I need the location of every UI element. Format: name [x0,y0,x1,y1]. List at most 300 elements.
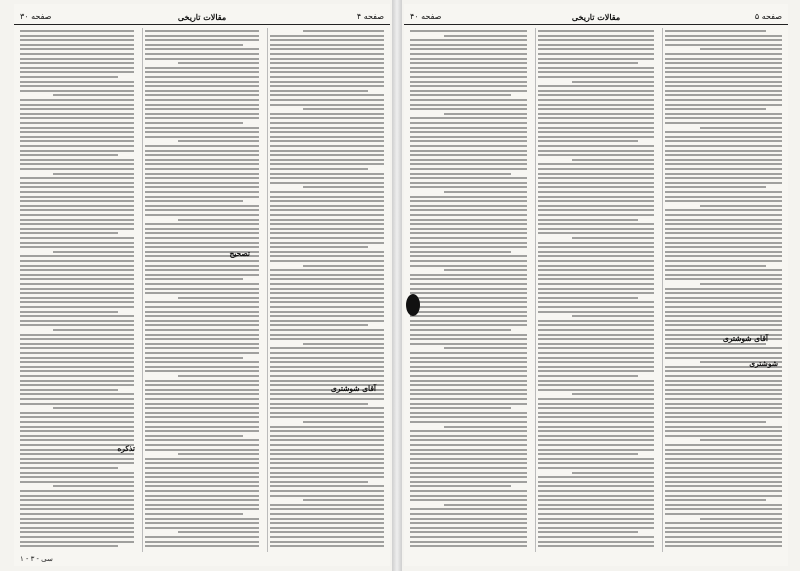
text-line [270,145,384,147]
text-line [270,370,384,372]
text-line [20,421,134,423]
text-line [410,67,527,69]
text-line [145,30,259,32]
text-line [538,150,655,152]
text-line [20,182,134,184]
text-line [665,393,782,395]
text-line [145,462,259,464]
text-line [145,186,259,188]
text-line [145,315,259,317]
text-line [145,177,259,179]
text-line [20,131,134,133]
text-line [538,94,655,96]
text-line [145,458,259,460]
text-line [538,430,655,432]
text-line [145,361,259,363]
text-line [410,449,527,451]
text-line [145,352,259,354]
text-line [145,223,259,225]
text-line [665,278,782,280]
text-line [444,426,526,428]
text-line [145,536,259,538]
text-line [145,196,259,198]
text-line [665,430,782,432]
text-line [20,357,134,359]
text-line [145,398,259,400]
text-line [572,237,654,239]
text-line [538,403,655,405]
section-heading: آقای شوشتری [330,384,376,393]
text-line [665,531,782,533]
text-line [665,522,782,524]
text-line [270,283,384,285]
text-line [410,214,527,216]
text-line [145,292,259,294]
text-line [20,513,134,515]
text-line [410,232,527,234]
text-line [538,366,655,368]
text-line [665,352,782,354]
text-line [270,518,384,520]
text-line [145,476,259,478]
text-line [700,439,782,441]
text-line [270,269,384,271]
text-line [178,140,259,142]
text-line [20,315,134,317]
text-line [270,398,384,400]
text-line [410,186,527,188]
text-line [538,76,655,78]
text-line [665,265,766,267]
text-line [20,99,134,101]
left-page [14,4,390,566]
text-line [665,182,782,184]
text-line [665,412,782,414]
text-line [665,99,782,101]
text-line [538,435,655,437]
text-line [538,449,655,451]
text-line [538,90,655,92]
right-page [404,4,788,566]
text-line [410,292,527,294]
text-line [538,288,655,290]
text-line [665,255,782,257]
text-line [665,343,766,345]
text-line [270,458,384,460]
text-line [145,343,259,345]
text-line [538,255,655,257]
text-line [270,380,384,382]
text-line [20,545,118,547]
text-line [20,472,134,474]
text-line [665,490,782,492]
text-line [145,81,259,83]
text-line [270,393,384,395]
text-line [270,545,384,547]
text-line [145,449,259,451]
text-line [410,200,527,202]
text-line [538,214,655,216]
text-line [665,81,782,83]
text-line [538,104,655,106]
text-line [538,117,655,119]
text-line [270,182,384,184]
text-line [444,113,526,115]
text-line [145,76,259,78]
text-line [410,334,527,336]
text-line [178,297,259,299]
text-line [410,315,527,317]
text-line [270,329,384,331]
text-line [270,288,384,290]
text-line [538,223,655,225]
text-line [410,435,527,437]
text-line [270,366,384,368]
text-line [538,527,655,529]
text-line [410,370,527,372]
text-line [538,269,655,271]
text-line [665,71,782,73]
text-line [270,159,384,161]
text-line [538,200,655,202]
text-line [20,136,134,138]
text-line [538,439,655,441]
text-line [665,407,782,409]
text-line [665,347,782,349]
text-line [665,177,782,179]
text-line [665,545,782,547]
text-line [270,200,384,202]
text-line [665,228,782,230]
text-line [410,205,527,207]
text-line [270,177,384,179]
text-line [410,30,527,32]
text-line [538,219,639,221]
text-line [665,380,782,382]
text-line [538,334,655,336]
text-line [665,219,782,221]
text-line [270,35,384,37]
text-line [145,145,259,147]
text-line [20,150,134,152]
text-line [665,485,782,487]
text-line [665,104,782,106]
text-line [410,412,527,414]
text-line [410,163,527,165]
text-line [270,472,384,474]
text-line [145,246,259,248]
text-line [20,145,134,147]
text-column [408,28,529,552]
text-line [538,380,655,382]
text-line [20,283,134,285]
text-line [538,444,655,446]
text-line [538,485,655,487]
text-line [20,90,134,92]
text-line [538,522,655,524]
text-line [145,159,259,161]
text-line [665,136,782,138]
text-line [665,324,782,326]
text-line [665,462,782,464]
text-line [20,476,134,478]
text-line [410,265,527,267]
text-line [145,412,259,414]
text-line [572,315,654,317]
text-line [665,311,782,313]
text-line [303,421,384,423]
text-line [20,366,134,368]
text-line [410,439,527,441]
text-line [145,108,259,110]
text-line [538,508,655,510]
text-line [145,228,259,230]
text-line [20,246,134,248]
text-line [145,481,259,483]
text-line [270,219,384,221]
text-line [20,159,134,161]
text-line [20,380,134,382]
text-line [20,39,134,41]
text-line [538,384,655,386]
text-line [410,283,527,285]
text-line [538,232,655,234]
text-line [145,513,243,515]
text-line [20,508,134,510]
text-line [270,426,384,428]
text-line [665,214,782,216]
text-line [20,384,134,386]
text-line [270,301,384,303]
text-line [665,274,782,276]
text-line [20,403,134,405]
text-line [410,242,527,244]
text-line [270,81,384,83]
text-line [270,44,384,46]
text-line [20,35,134,37]
text-line [665,53,782,55]
text-line [665,145,782,147]
text-line [145,380,259,382]
text-line [665,541,782,543]
text-line [410,39,527,41]
text-line [270,76,384,78]
text-line [20,255,134,257]
text-line [538,490,655,492]
text-line [270,67,384,69]
text-line [270,508,384,510]
running-title: مقالات تاریخی [177,12,227,22]
text-line [270,113,384,115]
text-line [270,531,384,533]
text-line [410,481,527,483]
text-line [410,476,527,478]
text-line [410,324,527,326]
text-line [410,416,527,418]
text-line [665,384,782,386]
text-line [20,462,134,464]
text-line [270,196,384,198]
text-line [410,145,527,147]
text-line [410,366,527,368]
text-line [538,274,655,276]
text-line [145,168,259,170]
text-line [145,131,259,133]
text-line [410,462,527,464]
text-line [270,53,384,55]
text-line [665,527,782,529]
text-line [444,347,526,349]
text-line [20,223,134,225]
text-line [538,467,655,469]
text-line [20,58,134,60]
text-line [270,260,384,262]
text-line [270,140,384,142]
text-line [20,301,134,303]
text-line [20,67,134,69]
text-line [20,76,118,78]
text-line [145,48,259,50]
text-line [270,315,384,317]
text-line [410,453,527,455]
text-line [410,274,527,276]
text-line [538,357,655,359]
text-line [145,490,259,492]
text-line [665,370,782,372]
text-line [410,177,527,179]
text-line [270,163,384,165]
text-line [538,44,655,46]
text-line [20,205,134,207]
text-line [410,541,527,543]
page-number: صفحه ۴۰ [410,12,442,21]
text-line [303,186,384,188]
text-line [20,278,134,280]
text-line [410,403,527,405]
text-line [20,426,134,428]
section-heading: تذکره [117,444,135,453]
text-line [145,435,243,437]
text-line [145,113,259,115]
text-line [665,237,782,239]
text-line [270,274,384,276]
text-line [145,136,259,138]
text-line [410,398,527,400]
text-line [270,99,384,101]
text-line [20,352,134,354]
text-line [270,430,384,432]
text-line [410,458,527,460]
text-line [538,251,655,253]
text-line [145,53,259,55]
text-line [538,462,655,464]
text-line [145,499,259,501]
text-line [410,389,527,391]
text-line [665,173,782,175]
text-line [53,251,134,253]
text-line [20,265,134,267]
text-line [665,246,782,248]
text-line [538,131,655,133]
text-line [20,361,134,363]
text-line [20,541,134,543]
text-line [53,485,134,487]
text-line [270,246,368,248]
text-line [270,334,384,336]
text-line [538,108,655,110]
text-line [270,435,384,437]
text-line [145,324,259,326]
text-line [410,228,527,230]
text-line [145,545,259,547]
text-line [20,343,134,345]
text-line [20,416,134,418]
text-line [20,412,134,414]
text-line [145,278,243,280]
text-line [20,504,134,506]
text-line [538,35,655,37]
text-line [410,150,527,152]
text-line [145,444,259,446]
text-line [572,472,654,474]
text-line [145,39,259,41]
text-line [270,39,384,41]
text-line [410,311,527,313]
text-line [20,453,134,455]
text-line [410,361,527,363]
text-line [665,260,782,262]
text-line [20,398,134,400]
text-line [270,71,384,73]
page-number: صفحه ۳۰ [20,12,52,21]
text-line [145,265,259,267]
text-line [410,154,527,156]
text-line [538,389,655,391]
text-line [145,122,243,124]
text-line [665,168,782,170]
text-line [145,163,259,165]
text-line [665,117,782,119]
text-line [665,481,782,483]
text-line [145,85,259,87]
text-line [665,301,782,303]
text-line [410,531,527,533]
text-line [20,44,134,46]
text-line [20,499,134,501]
text-line [665,200,782,202]
text-line [410,53,527,55]
text-line [538,127,655,129]
text-line [270,48,384,50]
text-line [145,357,243,359]
text-line [145,117,259,119]
text-line [538,154,655,156]
text-columns [18,28,386,552]
text-line [145,389,259,391]
text-line [145,150,259,152]
text-line [270,223,384,225]
text-line [20,53,134,55]
text-line [410,329,511,331]
text-line [410,117,527,119]
text-line [270,412,384,414]
text-line [538,62,639,64]
text-line [270,90,368,92]
text-line [700,127,782,129]
text-line [538,536,655,538]
text-line [538,67,655,69]
text-line [270,131,384,133]
